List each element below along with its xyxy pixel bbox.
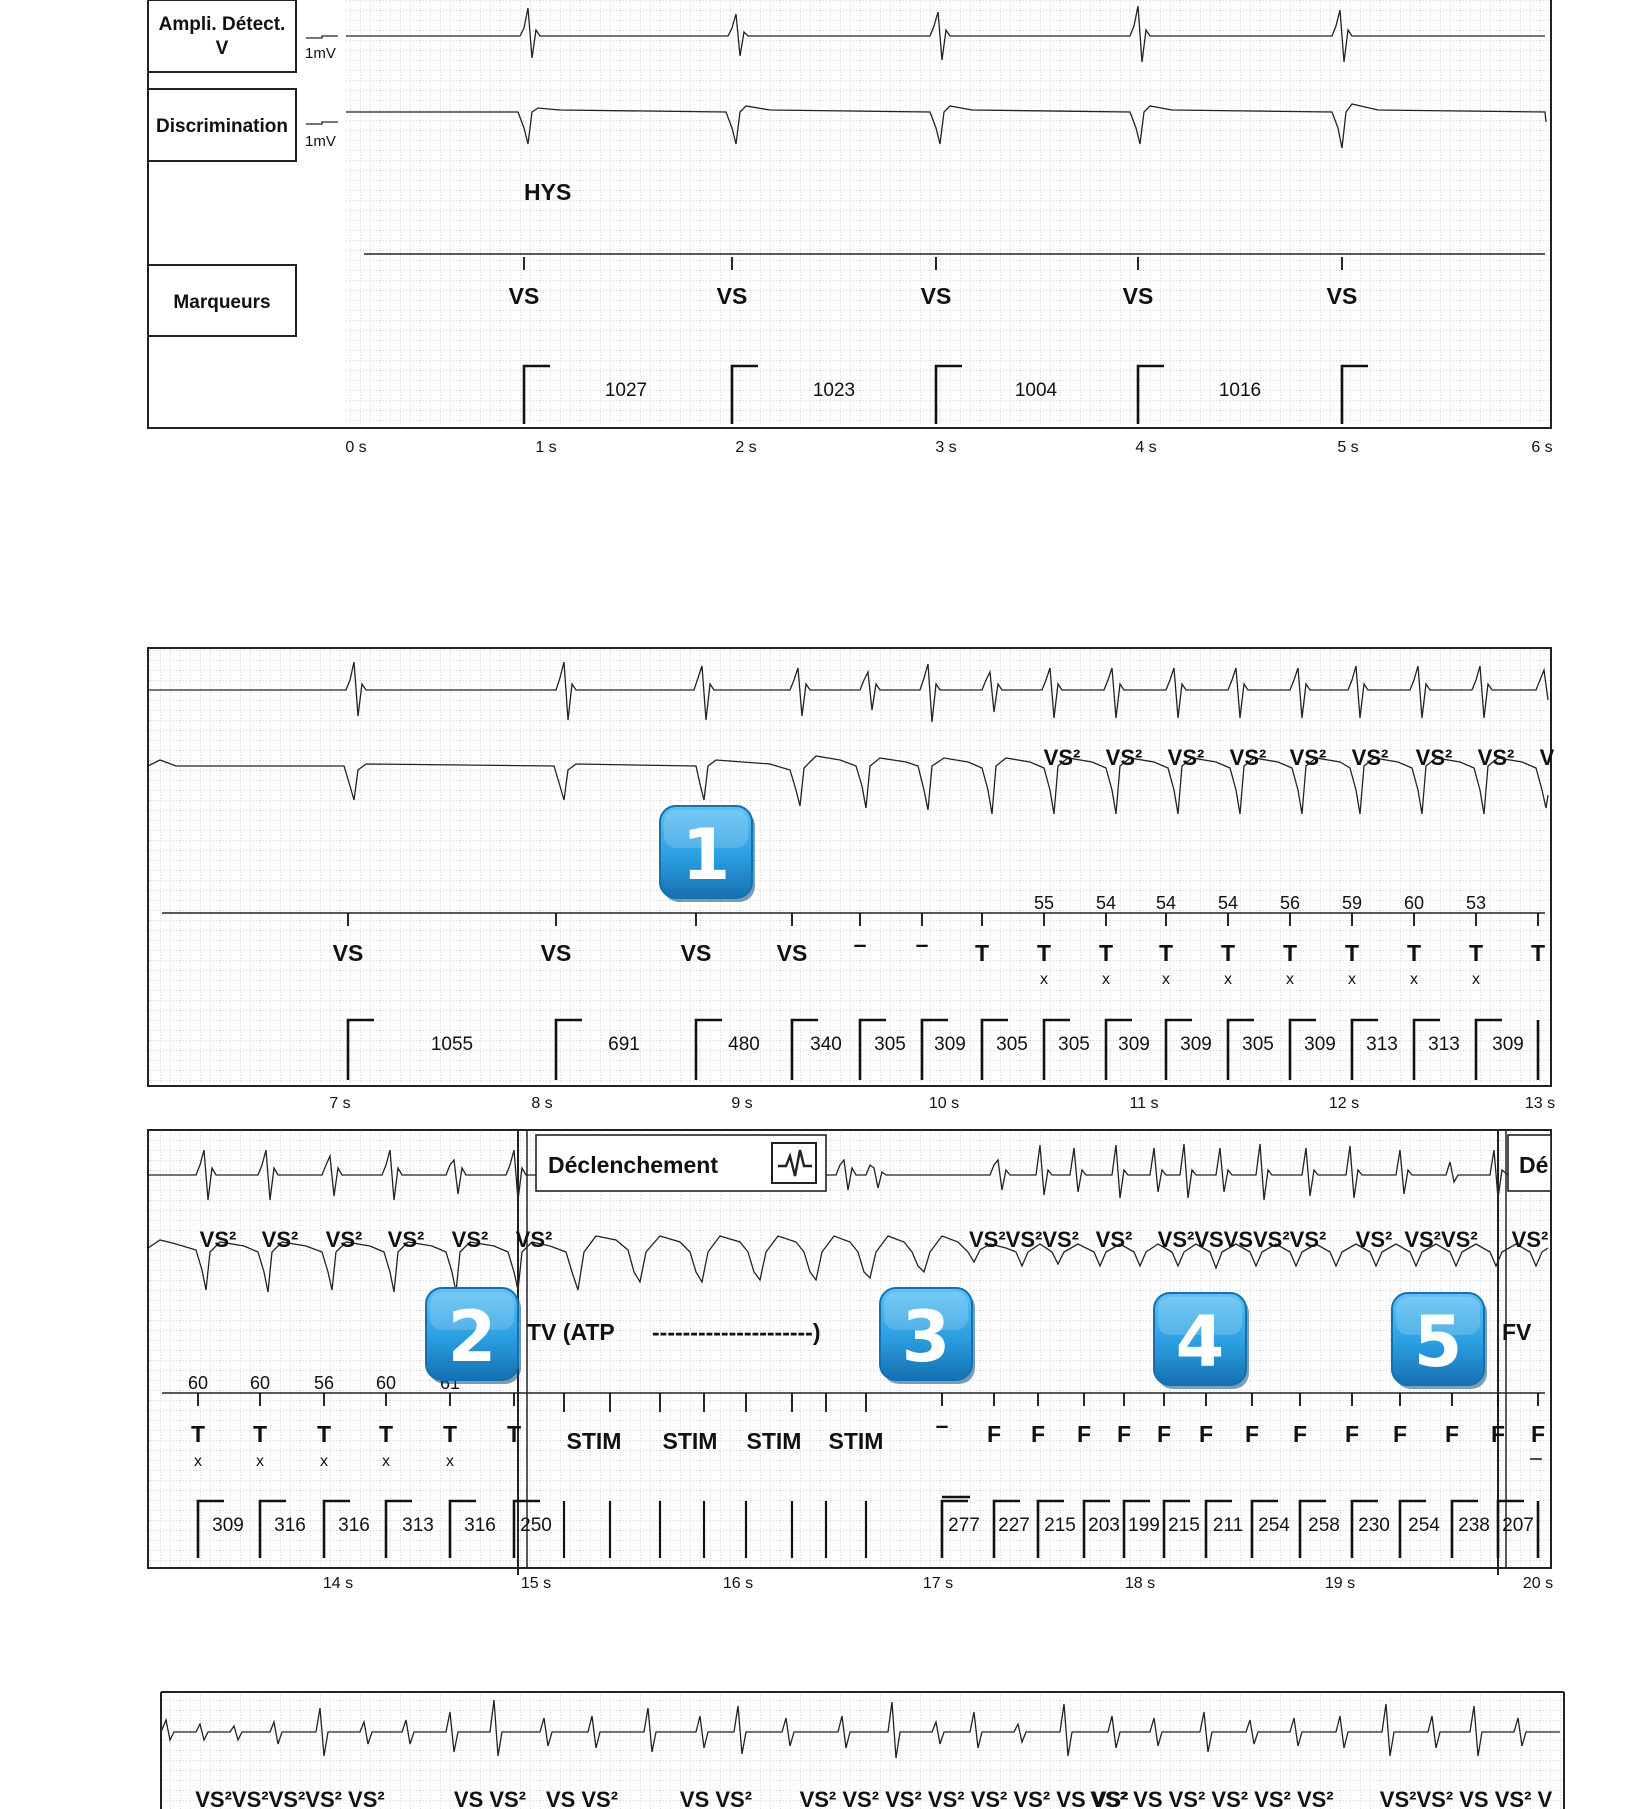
strip-3-time-axis	[323, 1575, 1553, 1592]
strip-4	[161, 1692, 1564, 1809]
f-marker: F	[1344, 1421, 1360, 1447]
t-marker: T	[316, 1421, 332, 1447]
x-mark: x	[1286, 971, 1294, 988]
rr-interval: 211	[1212, 1515, 1244, 1536]
vs-marker: VS	[540, 940, 572, 966]
vs-label: VS²	[1105, 745, 1143, 770]
time-label: 19 s	[1324, 1575, 1356, 1592]
time-label: 11 s	[1129, 1095, 1159, 1112]
vs-label: VS VS²	[679, 1787, 753, 1809]
rr-interval: 230	[1358, 1515, 1390, 1536]
vs-label: VS VS²	[545, 1787, 619, 1809]
t-marker: T	[190, 1421, 206, 1447]
time-label: 13 s	[1524, 1095, 1556, 1112]
vs-marker: VS	[716, 283, 748, 309]
vs-label: VS²	[515, 1227, 553, 1252]
strip-1-time-axis	[345, 439, 1552, 456]
rate-value: 56	[313, 1373, 335, 1393]
vs-label: VS²	[1511, 1227, 1549, 1252]
rr-interval: 1023	[812, 380, 856, 401]
dash-marker: –	[915, 931, 929, 957]
rr-interval: 199	[1128, 1515, 1160, 1536]
t-marker: T	[506, 1421, 522, 1447]
time-label: 9 s	[731, 1095, 753, 1112]
rr-interval: 309	[1492, 1034, 1524, 1055]
t-marker: T	[1220, 940, 1236, 966]
rr-interval: 480	[728, 1034, 760, 1055]
f-marker: F	[1156, 1421, 1172, 1447]
trigger-label: Déclenchement	[548, 1152, 719, 1178]
f-marker: F	[1530, 1421, 1546, 1447]
marqueurs-label: Marqueurs	[173, 292, 271, 313]
vs-label: V	[1539, 745, 1555, 770]
dash-marker: –	[853, 931, 867, 957]
vs-label: VS²	[1167, 745, 1205, 770]
rr-interval: 340	[810, 1034, 842, 1055]
rr-interval: 305	[1242, 1034, 1274, 1055]
vs-label: VS²	[387, 1227, 425, 1252]
vs-marker: VS	[1122, 283, 1154, 309]
rate-value: 53	[1465, 893, 1487, 913]
vs-label: VS²VS²VS²	[968, 1227, 1080, 1252]
rate-value: 60	[249, 1373, 271, 1393]
x-mark: x	[1040, 971, 1048, 988]
time-label: 15 s	[520, 1575, 552, 1592]
step-badge	[1392, 1293, 1487, 1389]
f-marker: F	[1076, 1421, 1092, 1447]
dash-marker: –	[935, 1412, 949, 1438]
vs-label: VS²	[261, 1227, 299, 1252]
x-mark: x	[382, 1453, 390, 1470]
rate-value: 54	[1217, 893, 1239, 913]
rr-interval: 309	[934, 1034, 966, 1055]
f-marker: F	[1392, 1421, 1408, 1447]
step-badge	[660, 806, 755, 902]
rr-interval: 309	[1180, 1034, 1212, 1055]
vs-label: VS²VSVSVS²VS²	[1157, 1227, 1327, 1252]
vs-label: VS² VS VS² VS² VS² VS²	[1090, 1787, 1334, 1809]
vs-label: VS²	[199, 1227, 237, 1252]
rr-interval: 309	[212, 1515, 244, 1536]
t-marker: T	[442, 1421, 458, 1447]
rr-interval: 238	[1458, 1515, 1490, 1536]
vs-label: VS²	[1095, 1227, 1133, 1252]
f-marker: F	[986, 1421, 1002, 1447]
badge-number: 4	[1175, 1301, 1225, 1383]
x-mark: x	[1162, 971, 1170, 988]
rr-interval: 1055	[430, 1034, 474, 1055]
t-marker: T	[1036, 940, 1052, 966]
vs-label: VS²	[1289, 745, 1327, 770]
time-label: 8 s	[531, 1095, 553, 1112]
x-mark: x	[320, 1453, 328, 1470]
x-mark: x	[256, 1453, 264, 1470]
tv-atp-dashes: ---------------------)	[652, 1319, 821, 1345]
discrimination-label: Discrimination	[156, 116, 288, 137]
badge-number: 2	[447, 1296, 497, 1378]
vs-label: VS² VS² VS² VS² VS² VS² VS VS²	[799, 1787, 1129, 1809]
rr-interval: 1016	[1218, 380, 1262, 401]
f-marker: F	[1292, 1421, 1308, 1447]
x-mark: x	[1348, 971, 1356, 988]
x-mark: x	[1102, 971, 1110, 988]
strip-3	[148, 1130, 1553, 1592]
x-mark: x	[1472, 971, 1480, 988]
vs-label: VS²VS²VS²VS² VS²	[195, 1787, 385, 1809]
vs-label: VS²	[1415, 745, 1453, 770]
f-marker: F	[1116, 1421, 1132, 1447]
rate-value: 60	[375, 1373, 397, 1393]
rr-interval: 203	[1088, 1515, 1120, 1536]
strip-2	[148, 648, 1555, 1112]
rr-interval: 309	[1304, 1034, 1336, 1055]
x-mark: x	[446, 1453, 454, 1470]
vs-marker: VS	[920, 283, 952, 309]
rr-interval: 316	[338, 1515, 370, 1536]
vs-label: VS²VS²	[1404, 1227, 1478, 1252]
scale-label-1: 1mV	[305, 45, 336, 62]
t-marker: T	[1158, 940, 1174, 966]
rr-interval: 1004	[1014, 380, 1058, 401]
rate-value: 60	[1403, 893, 1425, 913]
rr-interval: 215	[1168, 1515, 1200, 1536]
time-label: 2 s	[735, 439, 757, 456]
vs-label: VS²	[1477, 745, 1515, 770]
time-label: 7 s	[329, 1095, 351, 1112]
rr-interval: 316	[464, 1515, 496, 1536]
rr-interval: 1027	[604, 380, 648, 401]
stim-marker: STIM	[828, 1428, 884, 1454]
t-marker: T	[1344, 940, 1360, 966]
rr-interval: 305	[996, 1034, 1028, 1055]
t-marker: T	[974, 940, 990, 966]
vs-label: VS VS²	[453, 1787, 527, 1809]
calibration-mark-2	[306, 122, 338, 124]
rr-interval: 250	[520, 1515, 552, 1536]
step-badge	[1154, 1293, 1249, 1389]
hys-annotation: HYS	[524, 179, 572, 205]
rr-interval: 313	[402, 1515, 434, 1536]
vs-marker: VS	[776, 940, 808, 966]
time-label: 0 s	[345, 439, 367, 456]
time-label: 1 s	[535, 439, 557, 456]
rate-value: 55	[1033, 893, 1055, 913]
fv-label: FV	[1502, 1319, 1532, 1345]
rr-interval: 305	[874, 1034, 906, 1055]
t-marker: T	[1098, 940, 1114, 966]
time-label: 4 s	[1135, 439, 1157, 456]
f-marker: F	[1244, 1421, 1260, 1447]
vs-marker: VS	[680, 940, 712, 966]
rr-interval: 313	[1366, 1034, 1398, 1055]
vs-label: VS²	[1229, 745, 1267, 770]
f-marker: F	[1030, 1421, 1046, 1447]
x-mark: x	[1224, 971, 1232, 988]
rr-interval: 254	[1408, 1515, 1440, 1536]
t-marker: T	[1530, 940, 1546, 966]
f-marker: F	[1198, 1421, 1214, 1447]
strip-2-time-axis	[329, 1095, 1555, 1112]
strip-2-vs-labels	[1044, 745, 1555, 770]
time-label: 18 s	[1124, 1575, 1156, 1592]
rr-interval: 309	[1118, 1034, 1150, 1055]
time-label: 3 s	[935, 439, 957, 456]
stim-marker: STIM	[746, 1428, 802, 1454]
vs-marker: VS	[508, 283, 540, 309]
rr-interval: 277	[948, 1515, 980, 1536]
ampli-detect-label: Ampli. Détect.	[158, 14, 286, 35]
t-marker: T	[378, 1421, 394, 1447]
rr-interval: 313	[1428, 1034, 1460, 1055]
rate-value: 56	[1279, 893, 1301, 913]
x-mark: x	[194, 1453, 202, 1470]
rate-value: 54	[1095, 893, 1117, 913]
time-label: 10 s	[928, 1095, 960, 1112]
vs-label: VS²	[1043, 745, 1081, 770]
time-label: 20 s	[1522, 1575, 1554, 1592]
time-label: 12 s	[1328, 1095, 1360, 1112]
t-marker: T	[252, 1421, 268, 1447]
vs-label: VS²	[1355, 1227, 1393, 1252]
time-label: 16 s	[722, 1575, 754, 1592]
scale-label-2: 1mV	[305, 133, 336, 150]
ecg-waveform-icon	[772, 1143, 816, 1183]
ampli-detect-box	[148, 0, 296, 72]
vs-label: VS²	[1351, 745, 1389, 770]
time-label: 17 s	[922, 1575, 954, 1592]
vs-label: VS²	[451, 1227, 489, 1252]
tv-atp-label: TV (ATP	[527, 1319, 615, 1345]
rr-interval: 227	[998, 1515, 1030, 1536]
time-label: 5 s	[1337, 439, 1359, 456]
rr-interval: 305	[1058, 1034, 1090, 1055]
step-badge	[426, 1288, 521, 1384]
vs-label: VS²	[325, 1227, 363, 1252]
rr-interval: 215	[1044, 1515, 1076, 1536]
vs-label: VS²VS² VS VS² V	[1379, 1787, 1553, 1809]
rr-interval: 691	[608, 1034, 640, 1055]
t-marker: T	[1468, 940, 1484, 966]
t-marker: T	[1406, 940, 1422, 966]
badge-number: 5	[1413, 1301, 1463, 1383]
vs-marker: VS	[1326, 283, 1358, 309]
vs-marker: VS	[332, 940, 364, 966]
f-marker: F	[1490, 1421, 1506, 1447]
f-marker: F	[1444, 1421, 1460, 1447]
rr-interval: 207	[1502, 1515, 1534, 1536]
badge-number: 1	[681, 814, 731, 896]
trigger-label-cut: Dé	[1519, 1152, 1549, 1178]
calibration-mark-1	[306, 36, 338, 38]
ampli-detect-sublabel: V	[215, 38, 229, 59]
badge-number: 3	[901, 1296, 951, 1378]
stim-marker: STIM	[662, 1428, 718, 1454]
time-label: 14 s	[322, 1575, 354, 1592]
step-badge	[880, 1288, 975, 1384]
x-mark: x	[1410, 971, 1418, 988]
rate-value: 60	[187, 1373, 209, 1393]
rate-value: 54	[1155, 893, 1177, 913]
t-marker: T	[1282, 940, 1298, 966]
time-label: 6 s	[1531, 439, 1553, 456]
stim-marker: STIM	[566, 1428, 622, 1454]
strip-1	[148, 0, 1553, 456]
rr-interval: 258	[1308, 1515, 1340, 1536]
rr-interval: 316	[274, 1515, 306, 1536]
rr-interval: 254	[1258, 1515, 1290, 1536]
rate-value: 59	[1341, 893, 1363, 913]
